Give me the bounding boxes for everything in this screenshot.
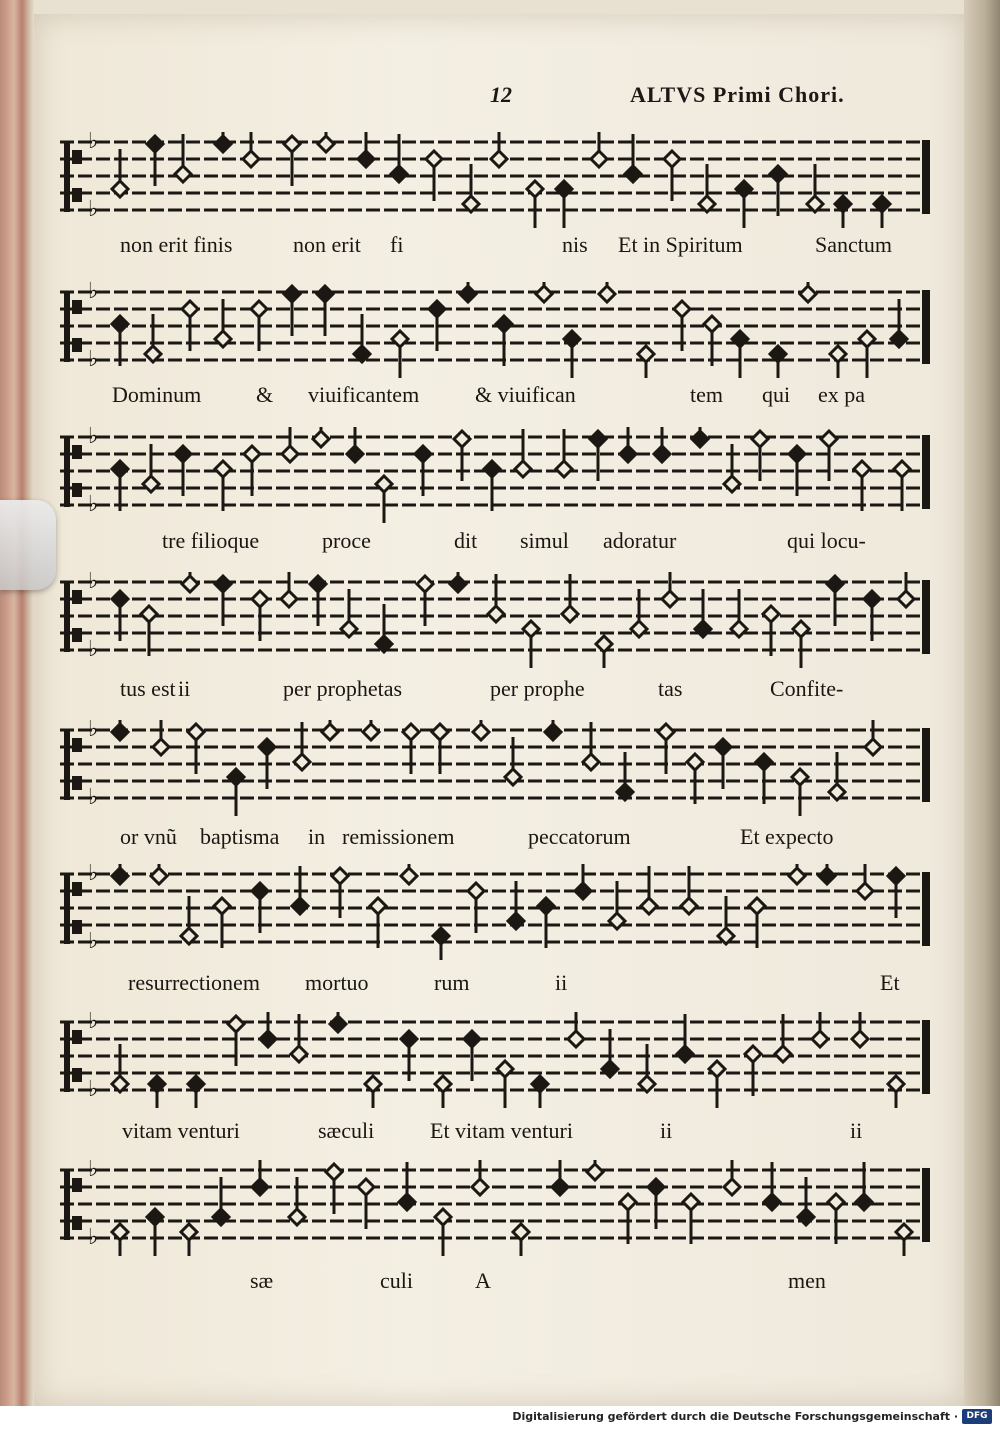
lyric-word: viuificantem bbox=[308, 382, 420, 407]
svg-text:♭: ♭ bbox=[88, 862, 99, 886]
lyric-word: tre filioque bbox=[162, 528, 260, 553]
lyric-word: mortuo bbox=[305, 970, 369, 995]
svg-text:♭: ♭ bbox=[88, 1225, 99, 1250]
svg-text:♭: ♭ bbox=[88, 570, 99, 594]
staff-system-5 bbox=[50, 718, 940, 818]
svg-text:♭: ♭ bbox=[88, 637, 99, 662]
lyrics-line-1 bbox=[50, 232, 940, 266]
lyrics-line-6 bbox=[50, 970, 940, 1004]
lyric-word: proce bbox=[322, 528, 371, 553]
svg-text:♭: ♭ bbox=[88, 929, 99, 954]
lyric-word: Et vitam venturi bbox=[430, 1118, 573, 1143]
lyric-word: sæ bbox=[250, 1268, 274, 1293]
staff-system-3 bbox=[50, 425, 940, 525]
book-spine-edge bbox=[0, 0, 34, 1429]
svg-text:♭: ♭ bbox=[88, 718, 99, 742]
lyric-word: non erit bbox=[293, 232, 361, 257]
lyric-word: vitam venturi bbox=[122, 1118, 240, 1143]
svg-text:♭: ♭ bbox=[88, 347, 99, 372]
lyric-word: rum bbox=[434, 970, 470, 995]
lyric-word: qui bbox=[762, 382, 791, 407]
lyric-word: fi bbox=[390, 232, 404, 257]
lyric-word: tas bbox=[658, 676, 683, 701]
lyric-word: Et in Spiritum bbox=[618, 232, 743, 257]
lyric-word: Sanctum bbox=[815, 232, 892, 257]
lyric-word: Et bbox=[880, 970, 900, 995]
svg-text:♭: ♭ bbox=[88, 785, 99, 810]
lyric-word: remissionem bbox=[342, 824, 455, 849]
lyric-word: ii bbox=[660, 1118, 673, 1143]
page-stack-edge bbox=[964, 0, 1000, 1429]
lyric-word: resurrectionem bbox=[128, 970, 260, 995]
staff-system-6 bbox=[50, 862, 940, 962]
lyric-word: Et expecto bbox=[740, 824, 834, 849]
lyric-word: ex pa bbox=[818, 382, 866, 407]
page-clip bbox=[0, 500, 56, 590]
staff-system-7 bbox=[50, 1010, 940, 1110]
lyric-word: peccatorum bbox=[528, 824, 631, 849]
staff-system-2 bbox=[50, 280, 940, 380]
lyrics-line-4 bbox=[50, 676, 940, 710]
staff-system-4 bbox=[50, 570, 940, 670]
lyric-word: in bbox=[308, 824, 326, 849]
lyric-word: culi bbox=[380, 1268, 413, 1293]
svg-text:♭: ♭ bbox=[88, 1077, 99, 1102]
lyric-word: A bbox=[475, 1268, 491, 1293]
lyric-word: ii bbox=[850, 1118, 863, 1143]
page-number: 12 bbox=[490, 82, 512, 107]
lyric-word: or vnũ bbox=[120, 824, 177, 849]
lyrics-line-5 bbox=[50, 824, 940, 858]
lyric-word: simul bbox=[520, 528, 569, 553]
staff-system-8 bbox=[50, 1158, 940, 1258]
lyric-word: Confite- bbox=[770, 676, 844, 701]
lyrics-line-3 bbox=[50, 528, 940, 562]
lyric-word: & bbox=[256, 382, 274, 407]
svg-text:♭: ♭ bbox=[88, 425, 99, 449]
lyric-word: per prophetas bbox=[283, 676, 403, 701]
running-head: ALTVS Primi Chori. bbox=[630, 82, 845, 107]
svg-text:♭: ♭ bbox=[88, 197, 99, 222]
svg-text:♭: ♭ bbox=[88, 280, 99, 304]
lyric-word: baptisma bbox=[200, 824, 280, 849]
lyric-word: qui locu- bbox=[787, 528, 866, 553]
lyric-word: per prophe bbox=[490, 676, 585, 701]
lyrics-line-2 bbox=[50, 382, 940, 416]
svg-text:♭: ♭ bbox=[88, 492, 99, 517]
lyric-word: non erit finis bbox=[120, 232, 233, 257]
lyrics-line-8 bbox=[50, 1268, 940, 1302]
svg-text:♭: ♭ bbox=[88, 130, 99, 154]
lyric-word: nis bbox=[562, 232, 588, 257]
lyric-word: sæculi bbox=[318, 1118, 375, 1143]
lyric-word: ii bbox=[178, 676, 191, 701]
funding-credit: Digitalisierung gefördert durch die Deutsche Forschungsgemeinschaft · bbox=[512, 1410, 958, 1423]
page-header bbox=[490, 82, 960, 112]
lyric-word: Dominum bbox=[112, 382, 202, 407]
lyric-word: dit bbox=[454, 528, 478, 553]
dfg-logo: DFG bbox=[962, 1409, 992, 1424]
lyric-word: ii bbox=[555, 970, 568, 995]
lyric-word: tem bbox=[690, 382, 723, 407]
lyrics-line-7 bbox=[50, 1118, 940, 1152]
digitization-footer bbox=[0, 1406, 1000, 1429]
lyric-word: tus est bbox=[120, 676, 176, 701]
svg-text:♭: ♭ bbox=[88, 1158, 99, 1182]
svg-text:♭: ♭ bbox=[88, 1010, 99, 1034]
staff-system-1 bbox=[50, 130, 940, 230]
lyric-word: & viuifican bbox=[475, 382, 576, 407]
lyric-word: men bbox=[788, 1268, 826, 1293]
lyric-word: adoratur bbox=[603, 528, 677, 553]
